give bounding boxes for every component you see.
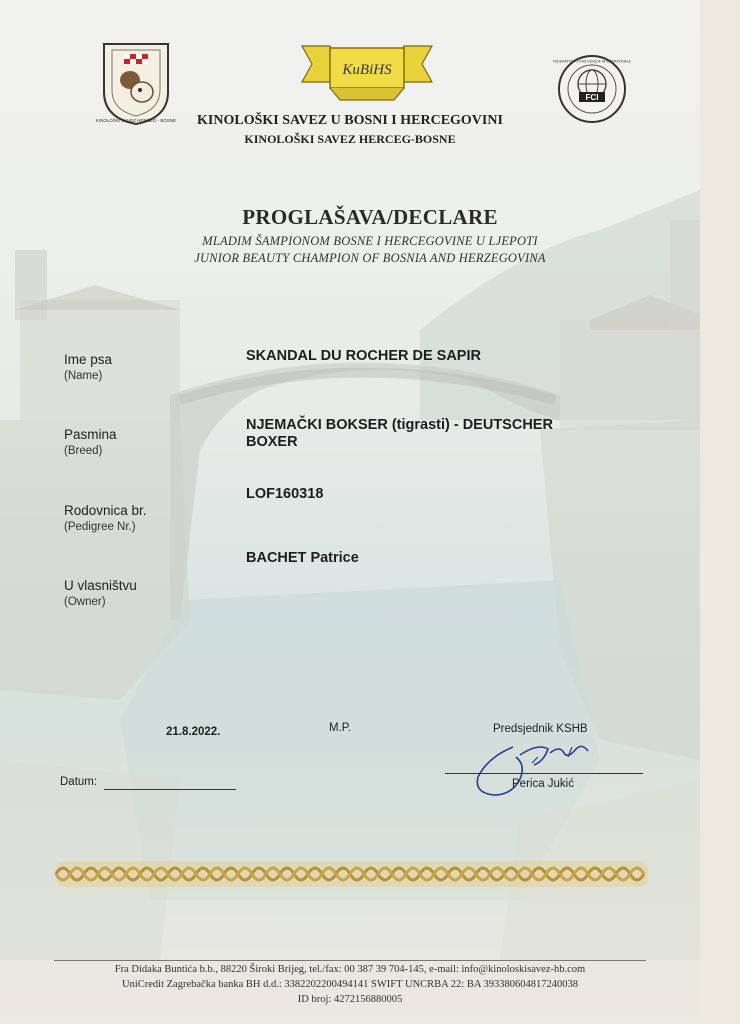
field-value-breed-line2: BOXER: [246, 434, 298, 450]
field-sublabel-owner: (Owner): [64, 596, 106, 608]
field-label-owner: U vlasništvu: [64, 578, 137, 593]
president-name: Perica Jukić: [512, 778, 574, 790]
declare-title: PROGLAŠAVA/DECLARE: [242, 205, 498, 229]
field-value-owner: BACHET Patrice: [246, 550, 359, 566]
kubihs-logo: [300, 42, 434, 104]
field-sublabel-name: (Name): [64, 370, 103, 382]
title-subline-en: JUNIOR BEAUTY CHAMPION OF BOSNIA AND HERZEGOVINA: [194, 251, 546, 265]
org-name-secondary: KINOLOŠKI SAVEZ HERCEG-BOSNE: [244, 132, 456, 146]
fci-ring-text: FEDERATION CYNOLOGIQUE INTERNATIONALE: [553, 59, 631, 64]
field-value-name: SKANDAL DU ROCHER DE SAPIR: [246, 348, 481, 364]
date-label: Datum:: [60, 776, 98, 788]
field-sublabel-breed: (Breed): [64, 445, 103, 457]
footer-id: ID broj: 4272156880005: [297, 994, 403, 1005]
ornament-band: [56, 859, 648, 889]
date-value: 21.8.2022.: [166, 726, 221, 738]
field-label-pedigree: Rodovnica br.: [64, 503, 147, 518]
footer-address: Fra Didaka Buntića b.b., 88220 Široki Brijeg, tel./fax: 00 387 39 704-145, e-mail: info@kinoloskisavez-hb.com: [114, 964, 586, 975]
title-subline-bs: MLADIM ŠAMPIONOM BOSNE I HERCEGOVINE U LJEPOTI: [202, 234, 538, 248]
field-value-pedigree: LOF160318: [246, 486, 324, 502]
left-logo-text: KINOLOŠKI SAVEZ HERCEG - BOSNE: [95, 118, 177, 123]
center-logo-text: KuBiHS: [342, 62, 392, 78]
stamp-label: M.P.: [329, 722, 352, 734]
field-label-name: Ime psa: [64, 352, 113, 367]
org-name-primary: KINOLOŠKI SAVEZ U BOSNI I HERCEGOVINI: [197, 113, 503, 128]
field-value-breed-line1: NJEMAČKI BOKSER (tigrasti) - DEUTSCHER: [246, 417, 553, 433]
field-sublabel-pedigree: (Pedigree Nr.): [64, 521, 136, 533]
footer-divider: [54, 960, 646, 961]
president-title: Predsjednik KSHB: [493, 723, 588, 735]
footer-bank: UniCredit Zagrebačka banka BH d.d.: 3382202200494141 SWIFT UNCRBA 22: BA 393380604817240038: [122, 979, 578, 990]
field-label-breed: Pasmina: [64, 427, 117, 442]
fci-text: FCI: [585, 93, 599, 102]
signature-scribble: [468, 735, 608, 803]
date-line: [104, 789, 236, 790]
